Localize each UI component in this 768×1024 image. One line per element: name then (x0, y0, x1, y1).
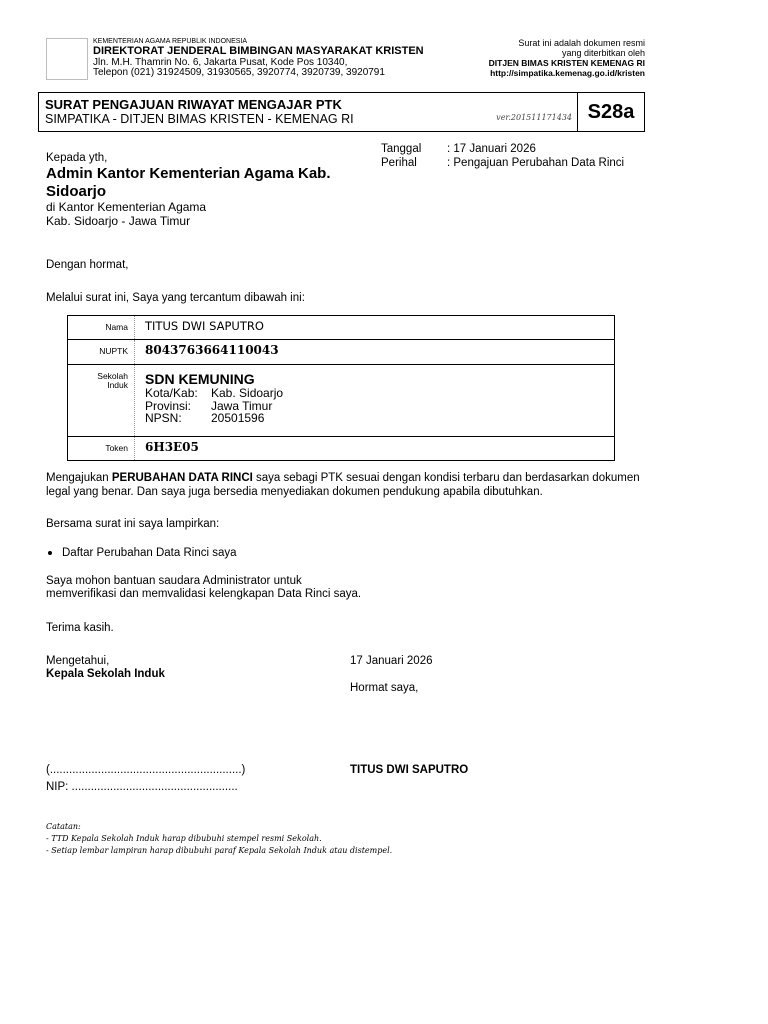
school-label (68, 365, 135, 437)
date-value: : 17 Januari 2026 (447, 143, 536, 155)
request-paragraph (46, 472, 666, 486)
nuptk-label: NUPTK (68, 340, 135, 365)
attachment-item-text: Daftar Perubahan Data Rinci saya (62, 547, 237, 559)
header-address: Jln. M.H. Thamrin No. 6, Jakarta Pusat, Kode Pos 10340, (93, 57, 348, 68)
right-line-2: yang diterbitkan oleh (561, 48, 645, 58)
request-line-1: Saya mohon bantuan saudara Administrator untuk (46, 575, 302, 587)
right-line-3: DITJEN BIMAS KRISTEN KEMENAG RI (488, 58, 645, 68)
nuptk-value (135, 340, 615, 365)
signature-date: 17 Januari 2026 (350, 655, 433, 667)
school-name: SDN KEMUNING (145, 371, 255, 387)
npsn-row (145, 412, 614, 425)
token-value-text: 6H3E05 (145, 440, 199, 454)
npsn-label: NPSN: (145, 411, 182, 425)
right-line-1: Surat ini adalah dokumen resmi (518, 38, 645, 48)
principal-nip: NIP: .................................................... (46, 781, 238, 793)
name-value-text: TITUS DWI SAPUTRO (145, 319, 264, 333)
logo-placeholder (46, 38, 88, 80)
attachment-item (48, 547, 237, 561)
request-line-2: memverifikasi dan memvalidasi kelengkapan Data Rinci saya. (46, 588, 362, 600)
recipient-location: Kab. Sidoarjo - Jawa Timur (46, 214, 191, 228)
province-value: Jawa Timur (211, 398, 273, 413)
version-label: ver.201511171434 (496, 113, 572, 122)
document-subtitle: SIMPATIKA - DITJEN BIMAS KRISTEN - KEMENAG RI (45, 112, 354, 126)
bullet-icon (48, 551, 52, 555)
directorate-name: DIREKTORAT JENDERAL BIMBINGAN MASYARAKAT KRISTEN (93, 45, 424, 57)
header-right-info (489, 38, 645, 78)
npsn-value: 20501596 (211, 411, 265, 425)
para1-bold: PERUBAHAN DATA RINCI (111, 472, 253, 484)
header-phone: Telepon (021) 31924509, 31930565, 3920774, 3920739, 3920791 (93, 67, 385, 78)
province-label: Provinsi: (145, 398, 192, 413)
token-value (135, 437, 615, 461)
para1-post: saya sebagi PTK sesuai dengan kondisi terbaru dan berdasarkan dokumen (252, 472, 640, 484)
attachment-intro: Bersama surat ini saya lampirkan: (46, 518, 220, 530)
ptk-info-table (67, 315, 615, 461)
salutation: Dengan hormat, (46, 259, 129, 271)
table-row (68, 316, 615, 340)
form-code: S28a (577, 93, 644, 131)
principal-title: Kepala Sekolah Induk (46, 668, 165, 680)
request-paragraph-line2: legal yang benar. Dan saya juga bersedia menyediakan dokumen pendukung apabila dibutuhkan. (46, 486, 543, 498)
table-row (68, 437, 615, 461)
token-label: Token (68, 437, 135, 461)
name-value (135, 316, 615, 340)
title-box (38, 92, 645, 132)
recipient-office: di Kantor Kementerian Agama (46, 200, 207, 214)
right-line-4: http://simpatika.kemenag.go.id/kristen (490, 68, 645, 78)
para1-pre: Mengajukan (46, 472, 112, 484)
school-label-line1: Sekolah (97, 371, 128, 381)
known-label: Mengetahui, (46, 655, 110, 667)
recipient-greeting: Kepada yth, (46, 152, 108, 164)
recipient-name-line2: Sidoarjo (46, 183, 107, 200)
signer-name: TITUS DWI SAPUTRO (350, 764, 469, 776)
date-label: Tanggal (381, 143, 422, 155)
subject-value: : Pengajuan Perubahan Data Rinci (447, 157, 625, 169)
school-label-line2: Induk (107, 380, 128, 390)
thanks-text: Terima kasih. (46, 622, 114, 634)
notes-block (46, 821, 392, 857)
ministry-name: KEMENTERIAN AGAMA REPUBLIK INDONESIA (93, 38, 248, 45)
nuptk-value-text: 8043763664110043 (145, 343, 279, 357)
document-title: SURAT PENGAJUAN RIWAYAT MENGAJAR PTK (45, 97, 342, 112)
city-value: Kab. Sidoarjo (211, 386, 284, 400)
note-1: - TTD Kepala Sekolah Induk harap dibubuhi stempel resmi Sekolah. (46, 834, 322, 843)
notes-title: Catatan: (46, 822, 81, 831)
name-label: Nama (68, 316, 135, 340)
city-label: Kota/Kab: (145, 386, 198, 400)
table-row (68, 365, 615, 437)
principal-name-blank: (............................................................) (46, 764, 246, 776)
school-details (135, 365, 615, 437)
note-2: - Setiap lembar lampiran harap dibubuhi paraf Kepala Sekolah Induk atau distempel. (46, 846, 393, 855)
intro-text: Melalui surat ini, Saya yang tercantum dibawah ini: (46, 292, 305, 304)
subject-label: Perihal (381, 157, 417, 169)
recipient-name-line1: Admin Kantor Kementerian Agama Kab. (46, 165, 331, 182)
table-row (68, 340, 615, 365)
regards-text: Hormat saya, (350, 682, 419, 694)
